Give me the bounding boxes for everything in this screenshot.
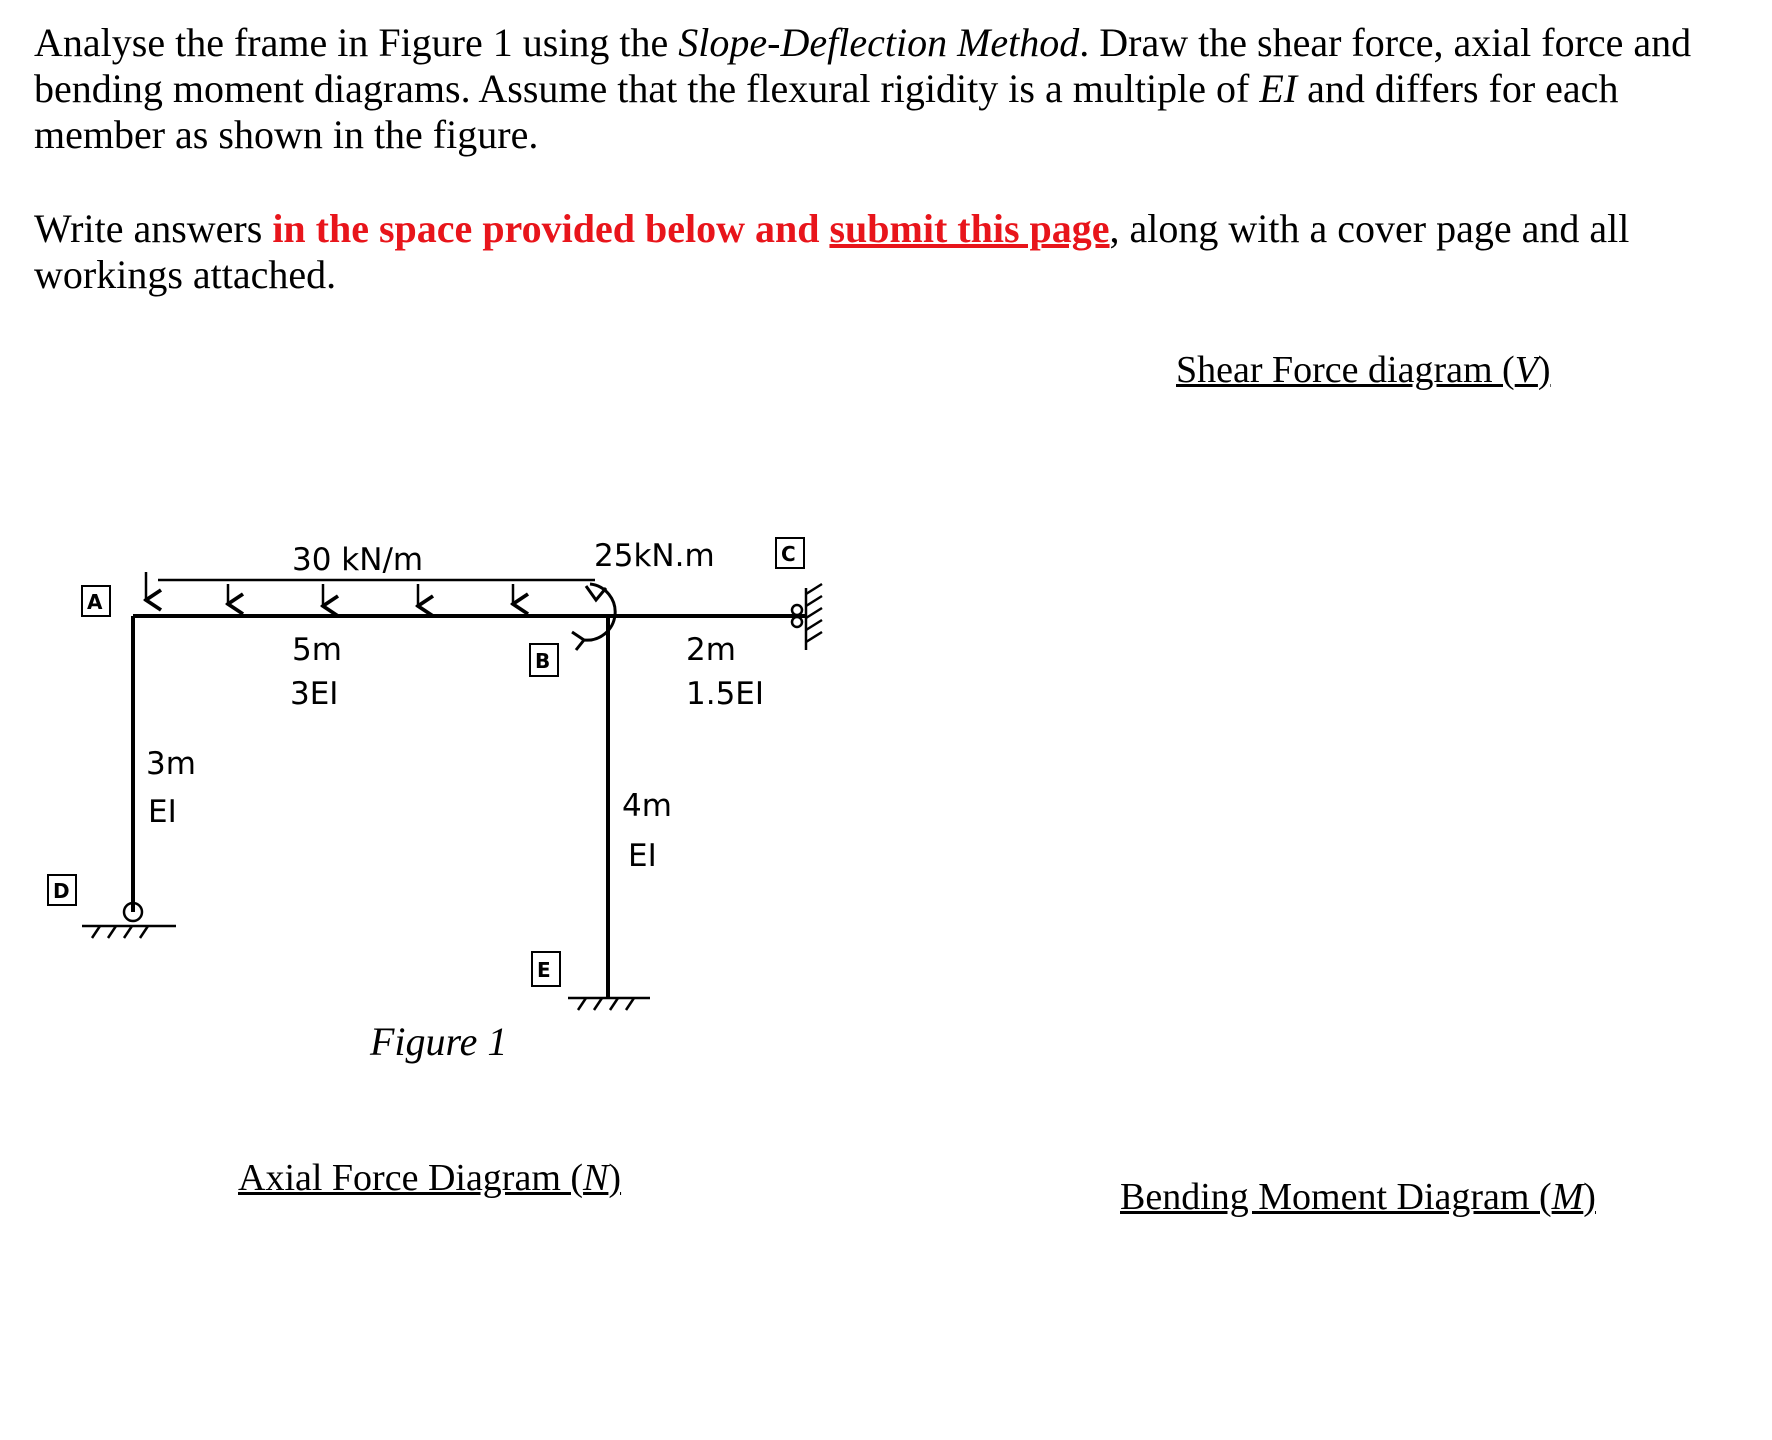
node-label-a — [82, 586, 110, 616]
ad-rigidity-label: EI — [148, 794, 177, 830]
method-name: Slope-Deflection Method — [678, 20, 1080, 65]
intro-text-3: and differs for each member as shown in the figure. — [34, 66, 1619, 157]
node-label-d — [48, 875, 76, 905]
svg-text:E: E — [537, 958, 551, 982]
ei-symbol: EI — [1259, 66, 1298, 111]
moment-label: 25kN.m — [594, 538, 715, 574]
ab-length-label: 5m — [292, 632, 342, 668]
axial-force-heading: Axial Force Diagram (N) — [238, 1157, 622, 1199]
be-length-label: 4m — [622, 788, 672, 824]
svg-text:B: B — [535, 649, 551, 673]
bc-rigidity-label: 1.5EI — [686, 676, 765, 712]
write-text-1: Write answers — [34, 206, 273, 251]
svg-text:C: C — [781, 542, 796, 566]
node-label-e — [532, 952, 560, 986]
write-emphasis-1: in the space provided below and — [272, 206, 830, 251]
figure-caption: Figure 1 — [370, 1019, 508, 1064]
udl-label: 30 kN/m — [292, 542, 424, 578]
node-label-b — [530, 644, 558, 676]
intro-text-1: Analyse the frame in Figure 1 using the — [34, 20, 679, 65]
fixed-support-e — [568, 998, 650, 1010]
svg-text:A: A — [87, 590, 103, 614]
write-emphasis-2: submit this page — [829, 206, 1110, 251]
svg-text:D: D — [53, 879, 70, 903]
pin-support-d — [82, 903, 176, 938]
be-rigidity-label: EI — [628, 838, 657, 874]
bc-length-label: 2m — [686, 632, 736, 668]
node-label-c — [776, 538, 804, 568]
ad-length-label: 3m — [146, 746, 196, 782]
bending-moment-heading: Bending Moment Diagram (M) — [1120, 1176, 1596, 1218]
intro-text-2: . Draw the shear force, axial force and bending moment diagrams. Assume that the flexural rigidity is a multiple of — [34, 20, 1692, 111]
ab-rigidity-label: 3EI — [290, 676, 339, 712]
guided-support-c — [792, 584, 822, 650]
write-text-2: , along with a cover page and all workings attached. — [34, 206, 1630, 297]
shear-force-heading: Shear Force diagram (V) — [1176, 349, 1551, 391]
